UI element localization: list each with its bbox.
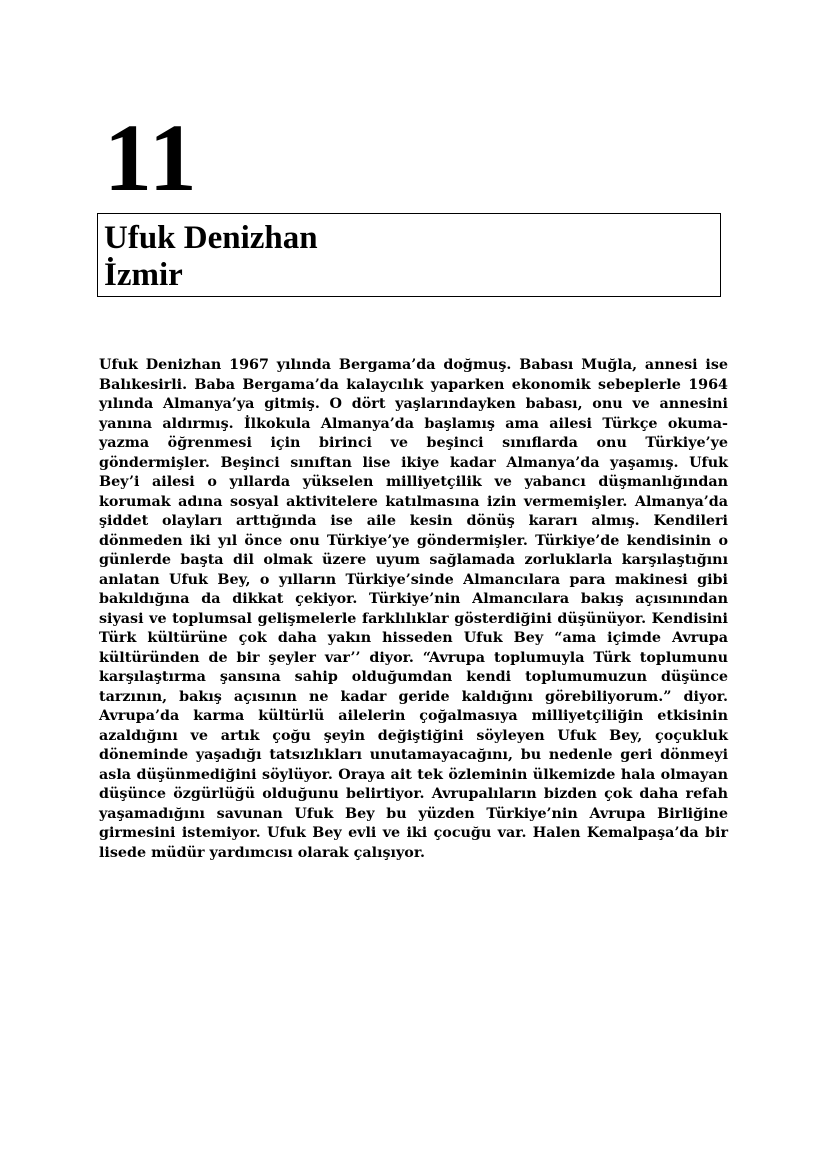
title-box	[97, 213, 721, 297]
person-name: Ufuk Denizhan	[104, 220, 318, 256]
person-city: İzmir	[104, 257, 183, 293]
biography-paragraph: Ufuk Denizhan 1967 yılında Bergama’da doğmuş. Babası Muğla, annesi ise Balıkesirli. Baba Bergama’da kalaycılık yaparken ekonomik sebeplerle 1964 yılında Almanya’ya gitmiş. O dört yaşlarındayken babası, onu ve annesini yanına aldırmış. İlkokula Almanya’da başlamış ama ailesi Türkçe okuma-yazma öğrenmesi için birinci ve beşinci sınıflarda onu Türkiye’ye göndermişler. Beşinci sınıftan lise ikiye kadar Almanya’da yaşamış. Ufuk Bey’i ailesi o yıllarda yükselen milliyetçilik ve yabancı düşmanlığından korumak adına sosyal aktivitelere katılmasına izin vermemişler. Almanya’da şiddet olayları arttığında ise aile kesin dönüş kararı almış. Kendileri dönmeden iki yıl önce onu Türkiye’ye göndermişler. Türkiye’de kendisinin o günlerde başta dil olmak üzere uyum sağlamada zorluklarla karşılaştığını anlatan Ufuk Bey, o yılların Türkiye’sinde Almancılara para makinesi gibi bakıldığına da dikkat çekiyor. Türkiye’nin Almancılara bakış açısınından siyasi ve toplumsal gelişmelerle farklılıklar gösterdiğini düşünüyor. Kendisini Türk kültürüne çok daha yakın hisseden Ufuk Bey “ama içimde Avrupa kültüründen de bir şeyler var’’ diyor. “Avrupa toplumuyla Türk toplumunu karşılaştırma şansına sahip olduğumdan kendi toplumumuzun düşünce tarzının, bakış açısının ne kadar geride kaldığını görebiliyorum.” diyor. Avrupa’da karma kültürlü ailelerin çoğalmasıya milliyetçiliğin etkisinin azaldığını ve artık çoğu şeyin değiştiğini söyleyen Ufuk Bey, çoçukluk döneminde yaşadığı tatsızlıkları unutamayacağını, bu nedenle geri dönmeyi asla düşünmediğini söylüyor. Oraya ait tek özleminin ülkemizde hala olmayan düşünce özgürlüğü olduğunu belirtiyor. Avrupalıların bizden çok daha refah yaşamadığını savunan Ufuk Bey bu yüzden Türkiye’nin Avrupa Birliğine girmesini istemiyor. Ufuk Bey evli ve iki çocuğu var. Halen Kemalpaşa’da bir lisede müdür yardımcısı olarak çalışıyor.	[99, 357, 728, 861]
chapter-number: 11	[104, 104, 199, 211]
